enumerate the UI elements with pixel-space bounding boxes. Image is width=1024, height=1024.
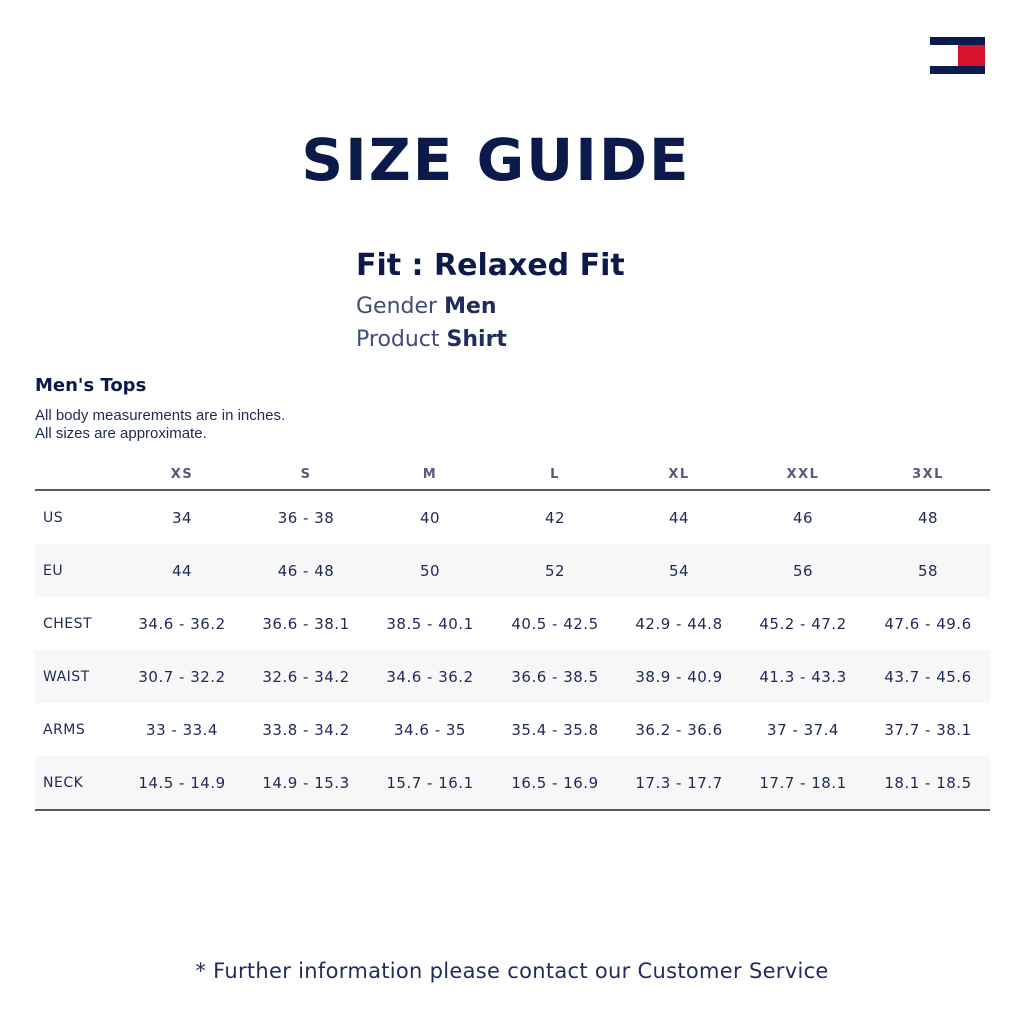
table-cell: 34.6 - 35 xyxy=(394,720,466,739)
table-cell: 47.6 - 49.6 xyxy=(884,614,972,633)
table-cell: 40 xyxy=(419,508,441,527)
table-cell: 58 xyxy=(917,561,939,580)
table-cell: 38.5 - 40.1 xyxy=(386,614,474,633)
approximate-note: All sizes are approximate. xyxy=(35,425,207,442)
table-cell: 43.7 - 45.6 xyxy=(884,667,972,686)
fit-label: Fit : Relaxed Fit xyxy=(356,248,625,283)
column-header: XL xyxy=(668,466,690,482)
row-label: WAIST xyxy=(43,668,90,685)
brand-flag-logo xyxy=(930,37,985,74)
row-label: EU xyxy=(43,562,64,579)
table-cell: 36 - 38 xyxy=(277,508,335,527)
table-cell: 30.7 - 32.2 xyxy=(138,667,226,686)
product-line xyxy=(356,327,507,352)
table-cell: 42.9 - 44.8 xyxy=(635,614,723,633)
table-cell: 44 xyxy=(668,508,690,527)
table-cell: 18.1 - 18.5 xyxy=(884,773,972,792)
table-cell: 44 xyxy=(171,561,193,580)
column-header: M xyxy=(422,466,438,482)
table-cell: 16.5 - 16.9 xyxy=(511,773,599,792)
column-header: XS xyxy=(170,466,194,482)
table-cell: 54 xyxy=(668,561,690,580)
table-cell: 46 - 48 xyxy=(277,561,335,580)
column-header: 3XL xyxy=(912,466,944,482)
table-cell: 48 xyxy=(917,508,939,527)
table-row xyxy=(35,756,990,811)
table-row xyxy=(35,597,990,650)
table-header xyxy=(35,455,990,491)
table-cell: 15.7 - 16.1 xyxy=(386,773,474,792)
gender-line xyxy=(356,294,497,319)
table-row xyxy=(35,544,990,597)
size-table xyxy=(35,455,990,811)
measurement-note: All body measurements are in inches. xyxy=(35,407,286,424)
column-header: S xyxy=(300,466,312,482)
table-cell: 14.9 - 15.3 xyxy=(262,773,350,792)
product-value: Shirt xyxy=(446,327,507,352)
column-header: XXL xyxy=(786,466,820,482)
table-cell: 35.4 - 35.8 xyxy=(511,720,599,739)
row-label: US xyxy=(43,509,64,526)
row-label: NECK xyxy=(43,774,84,791)
table-cell: 38.9 - 40.9 xyxy=(635,667,723,686)
table-row xyxy=(35,491,990,544)
table-cell: 36.6 - 38.1 xyxy=(262,614,350,633)
table-cell: 33 - 33.4 xyxy=(146,720,218,739)
product-label: Product xyxy=(356,327,440,352)
table-cell: 45.2 - 47.2 xyxy=(759,614,847,633)
table-cell: 37.7 - 38.1 xyxy=(884,720,972,739)
table-cell: 40.5 - 42.5 xyxy=(511,614,599,633)
row-label: CHEST xyxy=(43,615,93,632)
row-label: ARMS xyxy=(43,721,86,738)
table-cell: 17.7 - 18.1 xyxy=(759,773,847,792)
table-cell: 46 xyxy=(792,508,814,527)
page-title: SIZE GUIDE xyxy=(301,126,691,194)
table-cell: 17.3 - 17.7 xyxy=(635,773,723,792)
table-cell: 34 xyxy=(171,508,193,527)
table-body xyxy=(35,491,990,811)
table-cell: 36.6 - 38.5 xyxy=(511,667,599,686)
table-cell: 50 xyxy=(419,561,441,580)
table-row xyxy=(35,703,990,756)
table-cell: 52 xyxy=(544,561,566,580)
table-row xyxy=(35,650,990,703)
table-cell: 42 xyxy=(544,508,566,527)
table-cell: 34.6 - 36.2 xyxy=(138,614,226,633)
table-cell: 37 - 37.4 xyxy=(767,720,839,739)
footer-note: * Further information please contact our Customer Service xyxy=(195,959,829,983)
table-cell: 36.2 - 36.6 xyxy=(635,720,723,739)
table-cell: 56 xyxy=(792,561,814,580)
table-cell: 33.8 - 34.2 xyxy=(262,720,350,739)
table-cell: 34.6 - 36.2 xyxy=(386,667,474,686)
table-cell: 41.3 - 43.3 xyxy=(759,667,847,686)
table-cell: 32.6 - 34.2 xyxy=(262,667,350,686)
gender-value: Men xyxy=(444,294,497,319)
column-header: L xyxy=(550,466,560,482)
section-title: Men's Tops xyxy=(35,375,147,396)
gender-label: Gender xyxy=(356,294,438,319)
table-cell: 14.5 - 14.9 xyxy=(138,773,226,792)
